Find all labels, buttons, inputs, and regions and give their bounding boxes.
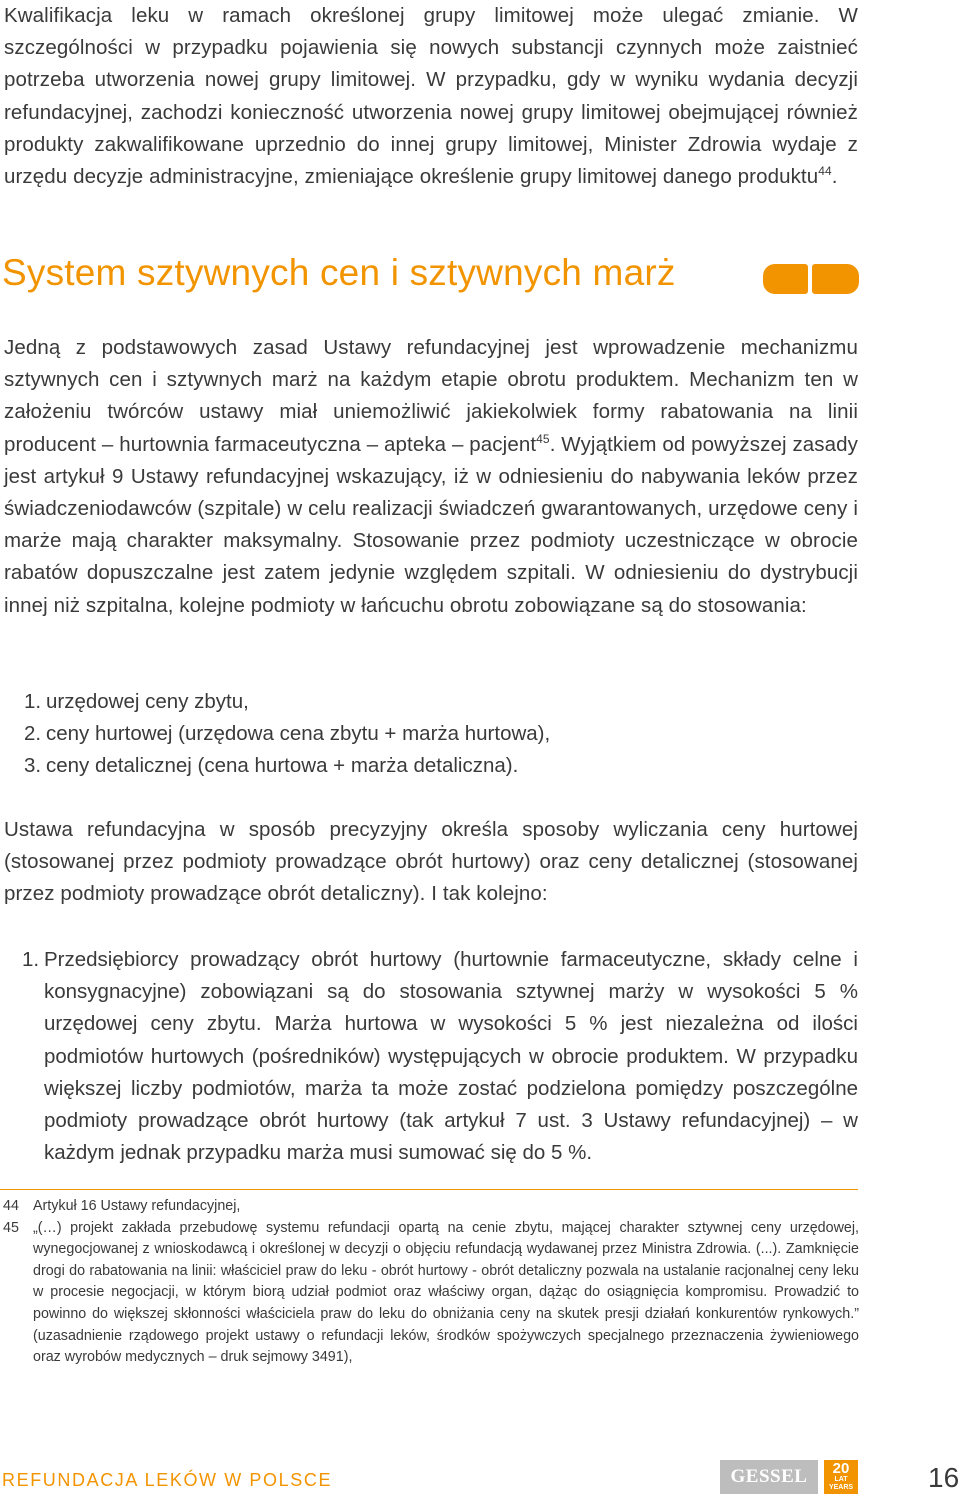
list-item-text: ceny hurtowej (urzędowa cena zbytu + marża hurtowa), [46, 722, 551, 746]
footnotes [3, 1196, 859, 1369]
price-types-list [24, 686, 550, 783]
badge-right-shape [812, 264, 859, 294]
section-badge-icon [763, 264, 859, 294]
list-item [0, 944, 858, 1169]
badge-sub-lat: LAT [834, 1476, 848, 1483]
page-number: 16 [928, 1462, 960, 1493]
paragraph-fixed-prices [4, 332, 858, 622]
intro-end: . [831, 165, 838, 189]
footnote-divider [0, 1189, 858, 1190]
list-item-number: 1. [22, 948, 40, 971]
list-item-number: 2. [24, 722, 42, 746]
intro-paragraph [4, 0, 858, 193]
footnote-text: „(…) projekt zakłada przebudowę systemu refundacji opartą na cenie zbytu, mającej charakter sztywnej ceny urzędowej, wynegocjowanej z wnioskodawcą i określonej w decyzji o objęciu refundacją wydawanej przez Ministra Zdrowia. (...). Zamknięcie drogi do rabatowania na linii: właściciel praw do leku - obrót hurtowy - obrót detaliczny pozwala na ustalanie racjonalnej ceny leku w procesie negocjacji, w którym biorą udział podmiot oraz właściwy organ, dążąc do osiągnięcia kompromisu. Prowadzić to powinno do większej skłonności właściciela praw do leku do obniżania ceny na skutek presji działań konkurentów rynkowych.” (uzasadnienie rządowego projekt ustawy o refundacji leków, środków spożywczych specjalnego przeznaczenia żywieniowego oraz wyrobów medycznych – druk sejmowy 3491), [33, 1219, 859, 1366]
list-item-text: Przedsiębiorcy prowadzący obrót hurtowy (hurtownie farmaceutyczne, składy celne i konsygnacyjne) zobowiązani są do stosowania sztywnej marży w wysokości 5 % urzędowej ceny zbytu. Marża hurtowa w wysokości 5 % jest niezależna od ilości podmiotów hurtowych (pośredników) występujących w obrocie produktem. W przypadku większej liczby podmiotów, marża ta może zostać podzielona pomiędzy poszczególne podmioty prowadzące obrót hurtowy (tak artykuł 7 ust. 3 Ustawy refundacyjnej) – w każdym jednak przypadku marża musi sumować się do 5 %. [44, 948, 858, 1165]
list-item-text: ceny detalicznej (cena hurtowa + marża detaliczna). [46, 754, 519, 778]
intro-text: Kwalifikacja leku w ramach określonej grupy limitowej może ulegać zmianie. W szczególności w przypadku pojawienia się nowych substancji czynnych może zaistnieć potrzeba utworzenia nowej grupy limitowej. W przypadku, gdy w wyniku wydania decyzji refundacyjnej, zachodzi konieczność utworzenia nowej grupy limitowej obejmującej również produkty zakwalifikowane uprzednio do innej grupy limitowej, Minister Zdrowia wydaje z urzędu decyzje administracyjne, zmieniające określenie grupy limitowej danego produktu [4, 4, 858, 189]
section-heading: System sztywnych cen i sztywnych marż [2, 252, 676, 293]
gessel-logo-text: GESSEL [730, 1466, 808, 1487]
footnote-number: 45 [3, 1219, 19, 1236]
badge-sub-years: YEARS [828, 1484, 854, 1491]
badge-number: 20 [832, 1460, 850, 1477]
footnote-text: Artykuł 16 Ustawy refundacyjnej, [33, 1198, 241, 1214]
list-item [24, 686, 550, 718]
footnote [3, 1218, 859, 1369]
list-item-text: urzędowej ceny zbytu, [46, 690, 249, 713]
list-item [24, 718, 550, 750]
footnote-number: 44 [3, 1198, 19, 1214]
gessel-logo [720, 1460, 818, 1494]
running-footer-title: REFUNDACJA LEKÓW W POLSCE [2, 1470, 333, 1490]
para1-text-a: Jedną z podstawowych zasad Ustawy refundacyjnej jest wprowadzenie mechanizmu sztywnych cen i sztywnych marż na każdym etapie obrotu produktem. Mechanizm ten w założeniu twórców ustawy miał uniemożliwić jakiekolwiek formy rabatowania na linii producent – hurtownia farmaceutyczna – apteka – pacjent [4, 336, 858, 456]
anniversary-badge-icon [824, 1460, 858, 1494]
badge-left-shape [763, 264, 808, 294]
footnote-ref-44[interactable]: 44 [818, 164, 832, 179]
footnote-ref-45[interactable]: 45 [536, 431, 550, 446]
footnote [3, 1196, 859, 1218]
list-item-number: 1. [24, 690, 42, 713]
list-item-number: 3. [24, 754, 42, 778]
para1-text-b: . Wyjątkiem od powyższej zasady jest artykuł 9 Ustawy refundacyjnej wskazujący, iż w odniesieniu do nabywania leków przez świadczeniodawców (szpitale) w celu realizacji świadczeń gwarantowanych, urzędowe ceny i marże mają charakter maksymalny. Stosowanie przez podmioty uczestniczące w obrocie rabatów dopuszczalne jest zatem jedynie względem szpitali. W odniesieniu do dystrybucji innej niż szpitalna, kolejne podmioty w łańcuchu obrotu zobowiązane są do stosowania: [4, 432, 859, 617]
paragraph-calculation: Ustawa refundacyjna w sposób precyzyjny określa sposoby wyliczania ceny hurtowej (stosowanej przez podmioty prowadzące obrót hurtowy) oraz ceny detalicznej (stosowanej przez podmioty prowadzące obrót detaliczny). I tak kolejno: [4, 818, 858, 906]
wholesale-list [0, 944, 858, 1169]
list-item [24, 750, 550, 782]
